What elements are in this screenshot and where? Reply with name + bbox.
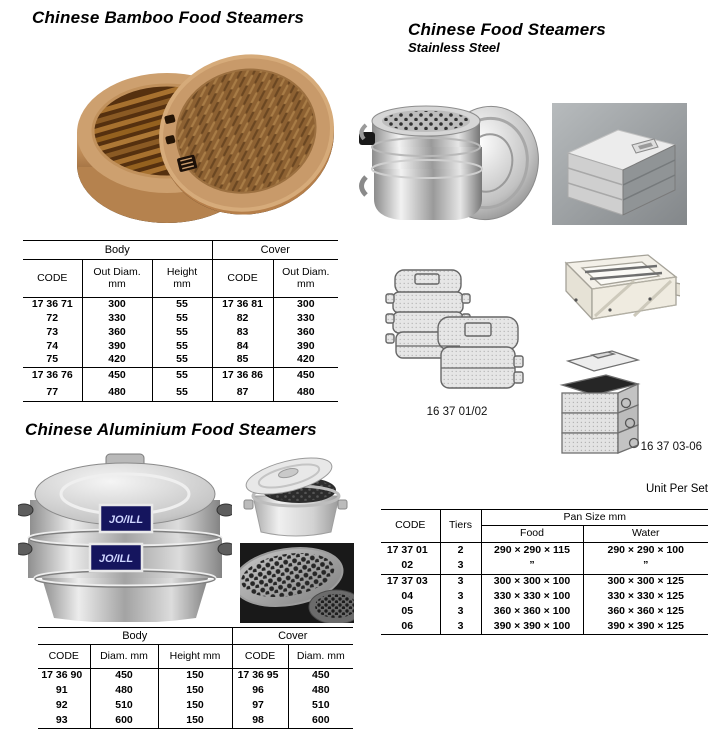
out-diam-cell: 330	[82, 312, 152, 326]
cover-group-header: Cover	[212, 241, 338, 260]
column-header-row	[23, 260, 338, 298]
table-row	[381, 590, 708, 605]
code-cell: 77	[23, 385, 82, 402]
tiers-cell: 2	[440, 543, 481, 559]
square-steamer-pots-drawing	[383, 262, 525, 407]
food-pan-cell: 390 × 390 × 100	[481, 620, 583, 635]
code-cell: 05	[381, 605, 440, 620]
code-cell: 91	[38, 684, 90, 699]
table-row	[381, 543, 708, 559]
tiers-cell: 3	[440, 559, 481, 575]
header-row-1	[381, 510, 708, 526]
diam-cell: 600	[90, 714, 158, 729]
water-pan-cell: 290 × 290 × 100	[607, 543, 684, 556]
table-row	[381, 559, 708, 575]
steel-section-title: Chinese Food Steamers	[408, 20, 606, 39]
cover-group-header: Cover	[232, 628, 353, 645]
aluminium-table	[38, 627, 353, 729]
group-header-row	[23, 241, 338, 260]
pots-drawing-label: 16 37 01/02	[426, 406, 488, 418]
height-column-header: Height mm	[158, 645, 232, 669]
code-cell: 73	[23, 326, 82, 340]
food-pan-cell: 360 × 360 × 100	[481, 605, 583, 620]
cover-diam-cell: 300	[297, 297, 315, 310]
code-cell: 04	[381, 590, 440, 605]
cover-diam-cell: 480	[273, 385, 338, 402]
tiers-cell: 3	[440, 620, 481, 635]
steel-table	[381, 509, 708, 635]
code-cell: 93	[38, 714, 90, 729]
cover-code-cell: 87	[212, 385, 273, 402]
table-row	[38, 684, 353, 699]
body-group-header: Body	[23, 241, 212, 260]
code-cell: 75	[23, 354, 82, 368]
water-pan-cell: ”	[583, 559, 708, 575]
diam-column-header: Diam. mm	[90, 645, 158, 669]
code-cell: 17 37 03	[381, 575, 440, 590]
tiers-cell: 3	[440, 605, 481, 620]
height-cell: 150	[158, 684, 232, 699]
table-row	[38, 699, 353, 714]
aluminium-section-title: Chinese Aluminium Food Steamers	[25, 420, 317, 439]
out-diam-cell: 300	[82, 298, 152, 312]
code-cell: 72	[23, 312, 82, 326]
cover-out-diam-column-header: Out Diam. mm	[273, 260, 338, 298]
cover-diam-column-header: Diam. mm	[288, 645, 353, 669]
code-cell: 92	[38, 699, 90, 714]
table-row	[23, 312, 338, 326]
height-cell: 55	[152, 354, 212, 368]
cover-diam-cell: 360	[297, 325, 315, 338]
height-cell: 55	[152, 368, 212, 385]
tiers-cell: 3	[440, 590, 481, 605]
water-pan-cell: 300 × 300 × 125	[607, 575, 684, 588]
height-cell: 55	[152, 312, 212, 326]
aluminium-brand-label: JO/ILL	[98, 553, 134, 565]
table-row	[23, 340, 338, 354]
water-column-header: Water	[583, 526, 708, 543]
cover-code-column-header: CODE	[232, 645, 288, 669]
cover-code-cell: 97	[232, 699, 288, 714]
tiers-cell: 3	[440, 575, 481, 590]
code-column-header: CODE	[23, 260, 82, 298]
pan-size-group-header: Pan Size mm	[481, 510, 708, 526]
aluminium-brand-label: JO/ILL	[108, 514, 144, 526]
table-row	[381, 605, 708, 620]
cover-code-cell: 98	[232, 714, 288, 729]
cover-diam-cell: 480	[312, 684, 330, 697]
table-row	[381, 620, 708, 635]
aluminium-cover-photo	[243, 452, 348, 547]
column-header-row	[38, 645, 353, 669]
stack-drawing-label: 16 37 03-06	[640, 441, 702, 453]
code-cell: 17 36 76	[23, 368, 82, 385]
height-column-header: Height mm	[152, 260, 212, 298]
bamboo-table	[23, 240, 338, 402]
code-cell: 02	[381, 559, 440, 575]
out-diam-column-header: Out Diam. mm	[82, 260, 152, 298]
cover-diam-cell: 600	[288, 714, 353, 729]
code-cell: 06	[381, 620, 440, 635]
cover-code-cell: 83	[212, 326, 273, 340]
out-diam-cell: 420	[82, 354, 152, 368]
diam-cell: 450	[90, 669, 158, 684]
unit-per-set-note: Unit Per Set	[646, 483, 708, 495]
cover-diam-cell: 390	[297, 339, 315, 352]
food-pan-cell: 290 × 290 × 115	[481, 543, 583, 559]
cover-diam-cell: 450	[297, 369, 315, 382]
cover-code-cell: 84	[212, 340, 273, 354]
water-pan-cell: 330 × 330 × 125	[607, 590, 684, 603]
table-row	[23, 385, 338, 402]
height-cell: 55	[152, 385, 212, 402]
code-column-header: CODE	[381, 510, 440, 543]
cover-code-cell: 85	[212, 354, 273, 368]
code-cell: 74	[23, 340, 82, 354]
table-row	[23, 368, 338, 385]
cover-diam-cell: 420	[273, 354, 338, 368]
height-cell: 55	[152, 340, 212, 354]
cover-code-cell: 96	[232, 684, 288, 699]
food-pan-cell: 330 × 330 × 100	[481, 590, 583, 605]
table-row	[38, 669, 353, 684]
code-cell: 17 37 01	[381, 543, 440, 559]
steel-round-steamer-photo	[358, 85, 543, 238]
water-pan-cell: 390 × 390 × 125	[583, 620, 708, 635]
table-row	[23, 326, 338, 340]
cover-diam-cell: 330	[297, 311, 315, 324]
cover-code-cell: 17 36 86	[212, 368, 273, 385]
food-column-header: Food	[481, 526, 583, 543]
height-cell: 55	[152, 298, 212, 312]
cover-diam-cell: 450	[312, 669, 330, 682]
height-cell: 150	[158, 714, 232, 729]
code-cell: 17 36 90	[38, 669, 90, 684]
cover-code-cell: 17 36 95	[232, 669, 288, 684]
body-group-header: Body	[38, 628, 232, 645]
height-cell: 150	[158, 699, 232, 714]
food-pan-cell: 300 × 300 × 100	[481, 575, 583, 590]
out-diam-cell: 450	[82, 368, 152, 385]
out-diam-cell: 480	[82, 385, 152, 402]
code-column-header: CODE	[38, 645, 90, 669]
cover-code-cell: 82	[212, 312, 273, 326]
diam-cell: 510	[90, 699, 158, 714]
tiers-column-header: Tiers	[440, 510, 481, 543]
cover-diam-cell: 510	[312, 699, 330, 712]
height-cell: 55	[152, 326, 212, 340]
code-cell: 17 36 71	[23, 298, 82, 312]
diam-cell: 480	[90, 684, 158, 699]
out-diam-cell: 360	[82, 326, 152, 340]
water-pan-cell: 360 × 360 × 125	[607, 605, 684, 618]
cover-code-cell: 17 36 81	[212, 298, 273, 312]
bamboo-section-title: Chinese Bamboo Food Steamers	[32, 8, 304, 27]
steamer-frame-drawing	[538, 243, 680, 348]
height-cell: 150	[158, 669, 232, 684]
table-row	[38, 714, 353, 729]
bamboo-steamer-photo	[75, 33, 335, 238]
group-header-row	[38, 628, 353, 645]
food-pan-cell: ”	[481, 559, 583, 575]
aluminium-plate-closeup-photo	[240, 543, 354, 628]
table-row	[23, 298, 338, 312]
aluminium-steamer-photo	[18, 448, 232, 627]
table-row	[381, 575, 708, 590]
table-row	[23, 354, 338, 368]
cover-code-column-header: CODE	[212, 260, 273, 298]
steel-section-subtitle: Stainless Steel	[408, 40, 500, 55]
out-diam-cell: 390	[82, 340, 152, 354]
steel-box-steamer-photo	[552, 103, 687, 230]
